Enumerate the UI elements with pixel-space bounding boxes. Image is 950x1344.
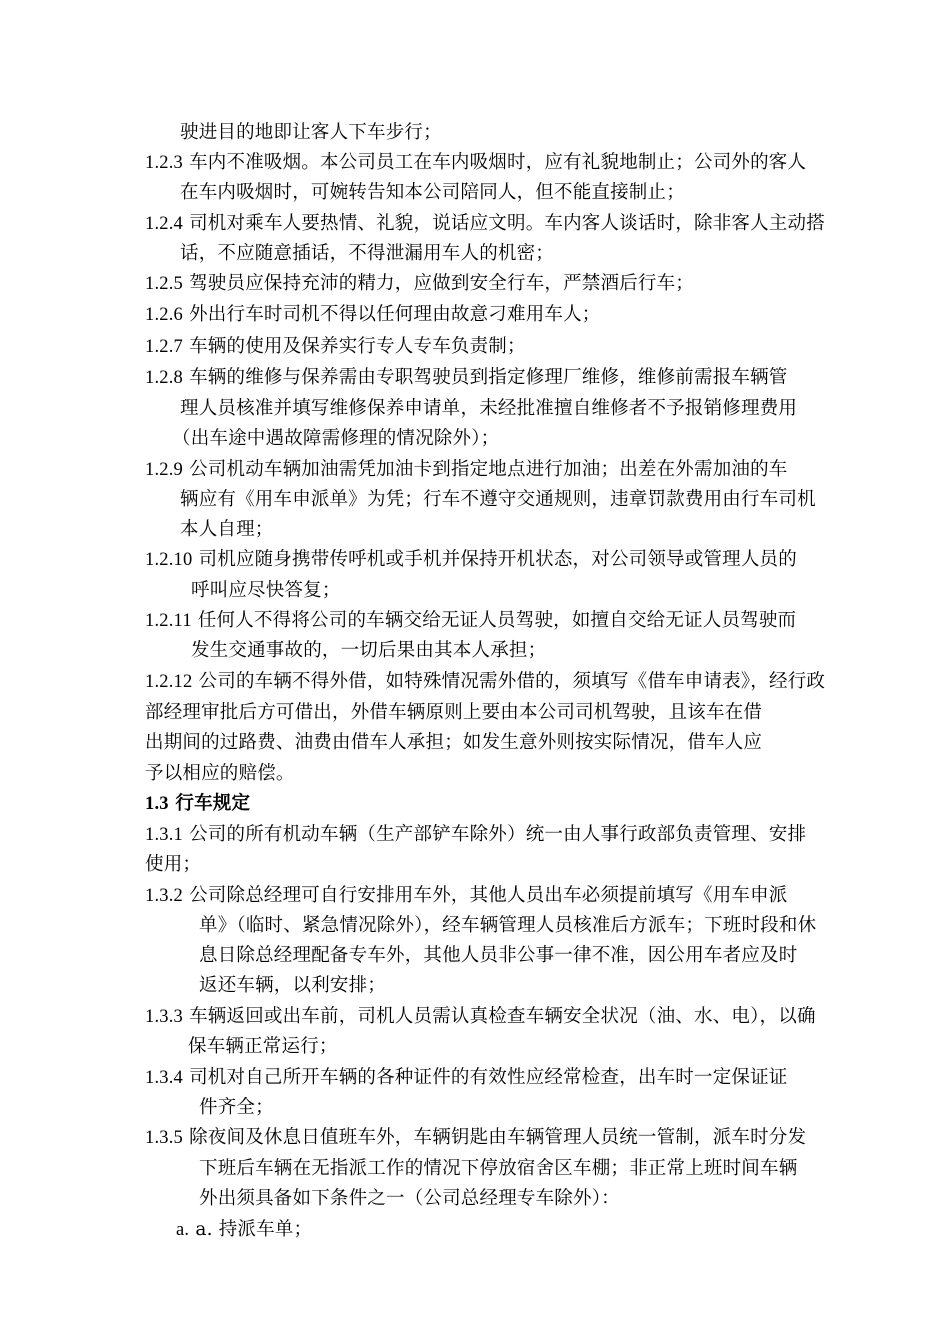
paragraph-line: 单》（临时、紧急情况除外），经车辆管理人员核准后方派车；下班时段和休: [199, 915, 817, 936]
paragraph-line: 在车内吸烟时，可婉转告知本公司陪同人，但不能直接制止；: [180, 182, 685, 203]
paragraph-line: 外出须具备如下条件之一（公司总经理专车除外）：: [199, 1188, 620, 1209]
clause-1-2-10: 1.2.10 司机应随身携带传呼机或手机并保持开机状态，对公司领导或管理人员的: [145, 549, 797, 570]
paragraph-line: 本人自理；: [180, 519, 274, 540]
clause-1-3-3: 1.3.3 车辆返回或出车前，司机人员需认真检查车辆安全状况（油、水、电），以确: [145, 1006, 816, 1027]
clause-1-2-4: 1.2.4 司机对乘车人要热情、礼貌，说话应文明。车内客人谈话时，除非客人主动搭: [145, 213, 825, 234]
clause-1-2-7: 1.2.7 车辆的使用及保养实行专人专车负责制；: [145, 336, 526, 357]
paragraph-line: 驶进目的地即让客人下车步行；: [180, 122, 442, 143]
paragraph-line: （出车途中遇故障需修理的情况除外）；: [172, 428, 500, 449]
paragraph-line: 呼叫应尽快答复；: [191, 580, 341, 601]
clause-1-3-1: 1.3.1 公司的所有机动车辆（生产部铲车除外）统一由人事行政部负责管理、安排: [145, 824, 807, 845]
paragraph-line: 辆应有《用车申派单》为凭；行车不遵守交通规则，违章罚款费用由行车司机: [180, 489, 816, 510]
paragraph-line: 理人员核准并填写维修保养申请单，未经批准擅自维修者不予报销修理费用: [180, 398, 798, 419]
paragraph-line: 出期间的过路费、油费由借车人承担；如发生意外则按实际情况，借车人应: [145, 732, 763, 753]
clause-1-2-8: 1.2.8 车辆的维修与保养需由专职驾驶员到指定修理厂维修，维修前需报车辆管: [145, 367, 788, 388]
clause-1-3-5: 1.3.5 除夜间及休息日值班车外，车辆钥匙由车辆管理人员统一管制，派车时分发: [145, 1127, 807, 1148]
clause-1-3-4: 1.3.4 司机对自己所开车辆的各种证件的有效性应经常检查，出车时一定保证证: [145, 1067, 788, 1088]
paragraph-line: 予以相应的赔偿。: [145, 763, 295, 784]
clause-1-2-6: 1.2.6 外出行车时司机不得以任何理由故意刁难用车人；: [145, 304, 601, 325]
paragraph-line: 下班后车辆在无指派工作的情况下停放宿舍区车棚；非正常上班时间车辆: [199, 1158, 798, 1179]
clause-1-2-12: 1.2.12 公司的车辆不得外借，如特殊情况需外借的，须填写《借车申请表》，经行政: [145, 671, 826, 692]
paragraph-line: 发生交通事故的，一切后果由其本人承担；: [191, 640, 547, 661]
paragraph-line: 部经理审批后方可借出，外借车辆原则上要由本公司司机驾驶，且该车在借: [145, 702, 763, 723]
section-heading-1-3: 1.3 行车规定: [145, 793, 251, 814]
clause-1-2-5: 1.2.5 驾驶员应保持充沛的精力，应做到安全行车，严禁酒后行车；: [145, 273, 694, 294]
clause-1-2-9: 1.2.9 公司机动车辆加油需凭加油卡到指定地点进行加油；出差在外需加油的车: [145, 459, 788, 480]
paragraph-line: 使用；: [145, 854, 202, 875]
clause-1-2-3: 1.2.3 车内不准吸烟。本公司员工在车内吸烟时，应有礼貌地制止；公司外的客人: [145, 152, 807, 173]
paragraph-line: 息日除总经理配备专车外，其他人员非公事一律不准，因公用车者应及时: [199, 945, 798, 966]
list-item-a: a. a. 持派车单；: [176, 1219, 313, 1240]
clause-1-3-2: 1.3.2 公司除总经理可自行安排用车外，其他人员出车必须提前填写《用车申派: [145, 885, 788, 906]
paragraph-line: 保车辆正常运行；: [188, 1036, 338, 1057]
paragraph-line: 话，不应随意插话，不得泄漏用车人的机密；: [180, 243, 555, 264]
clause-1-2-11: 1.2.11 任何人不得将公司的车辆交给无证人员驾驶，如擅自交给无证人员驾驶而: [145, 610, 797, 631]
paragraph-line: 件齐全；: [199, 1097, 274, 1118]
paragraph-line: 返还车辆，以利安排；: [199, 975, 387, 996]
